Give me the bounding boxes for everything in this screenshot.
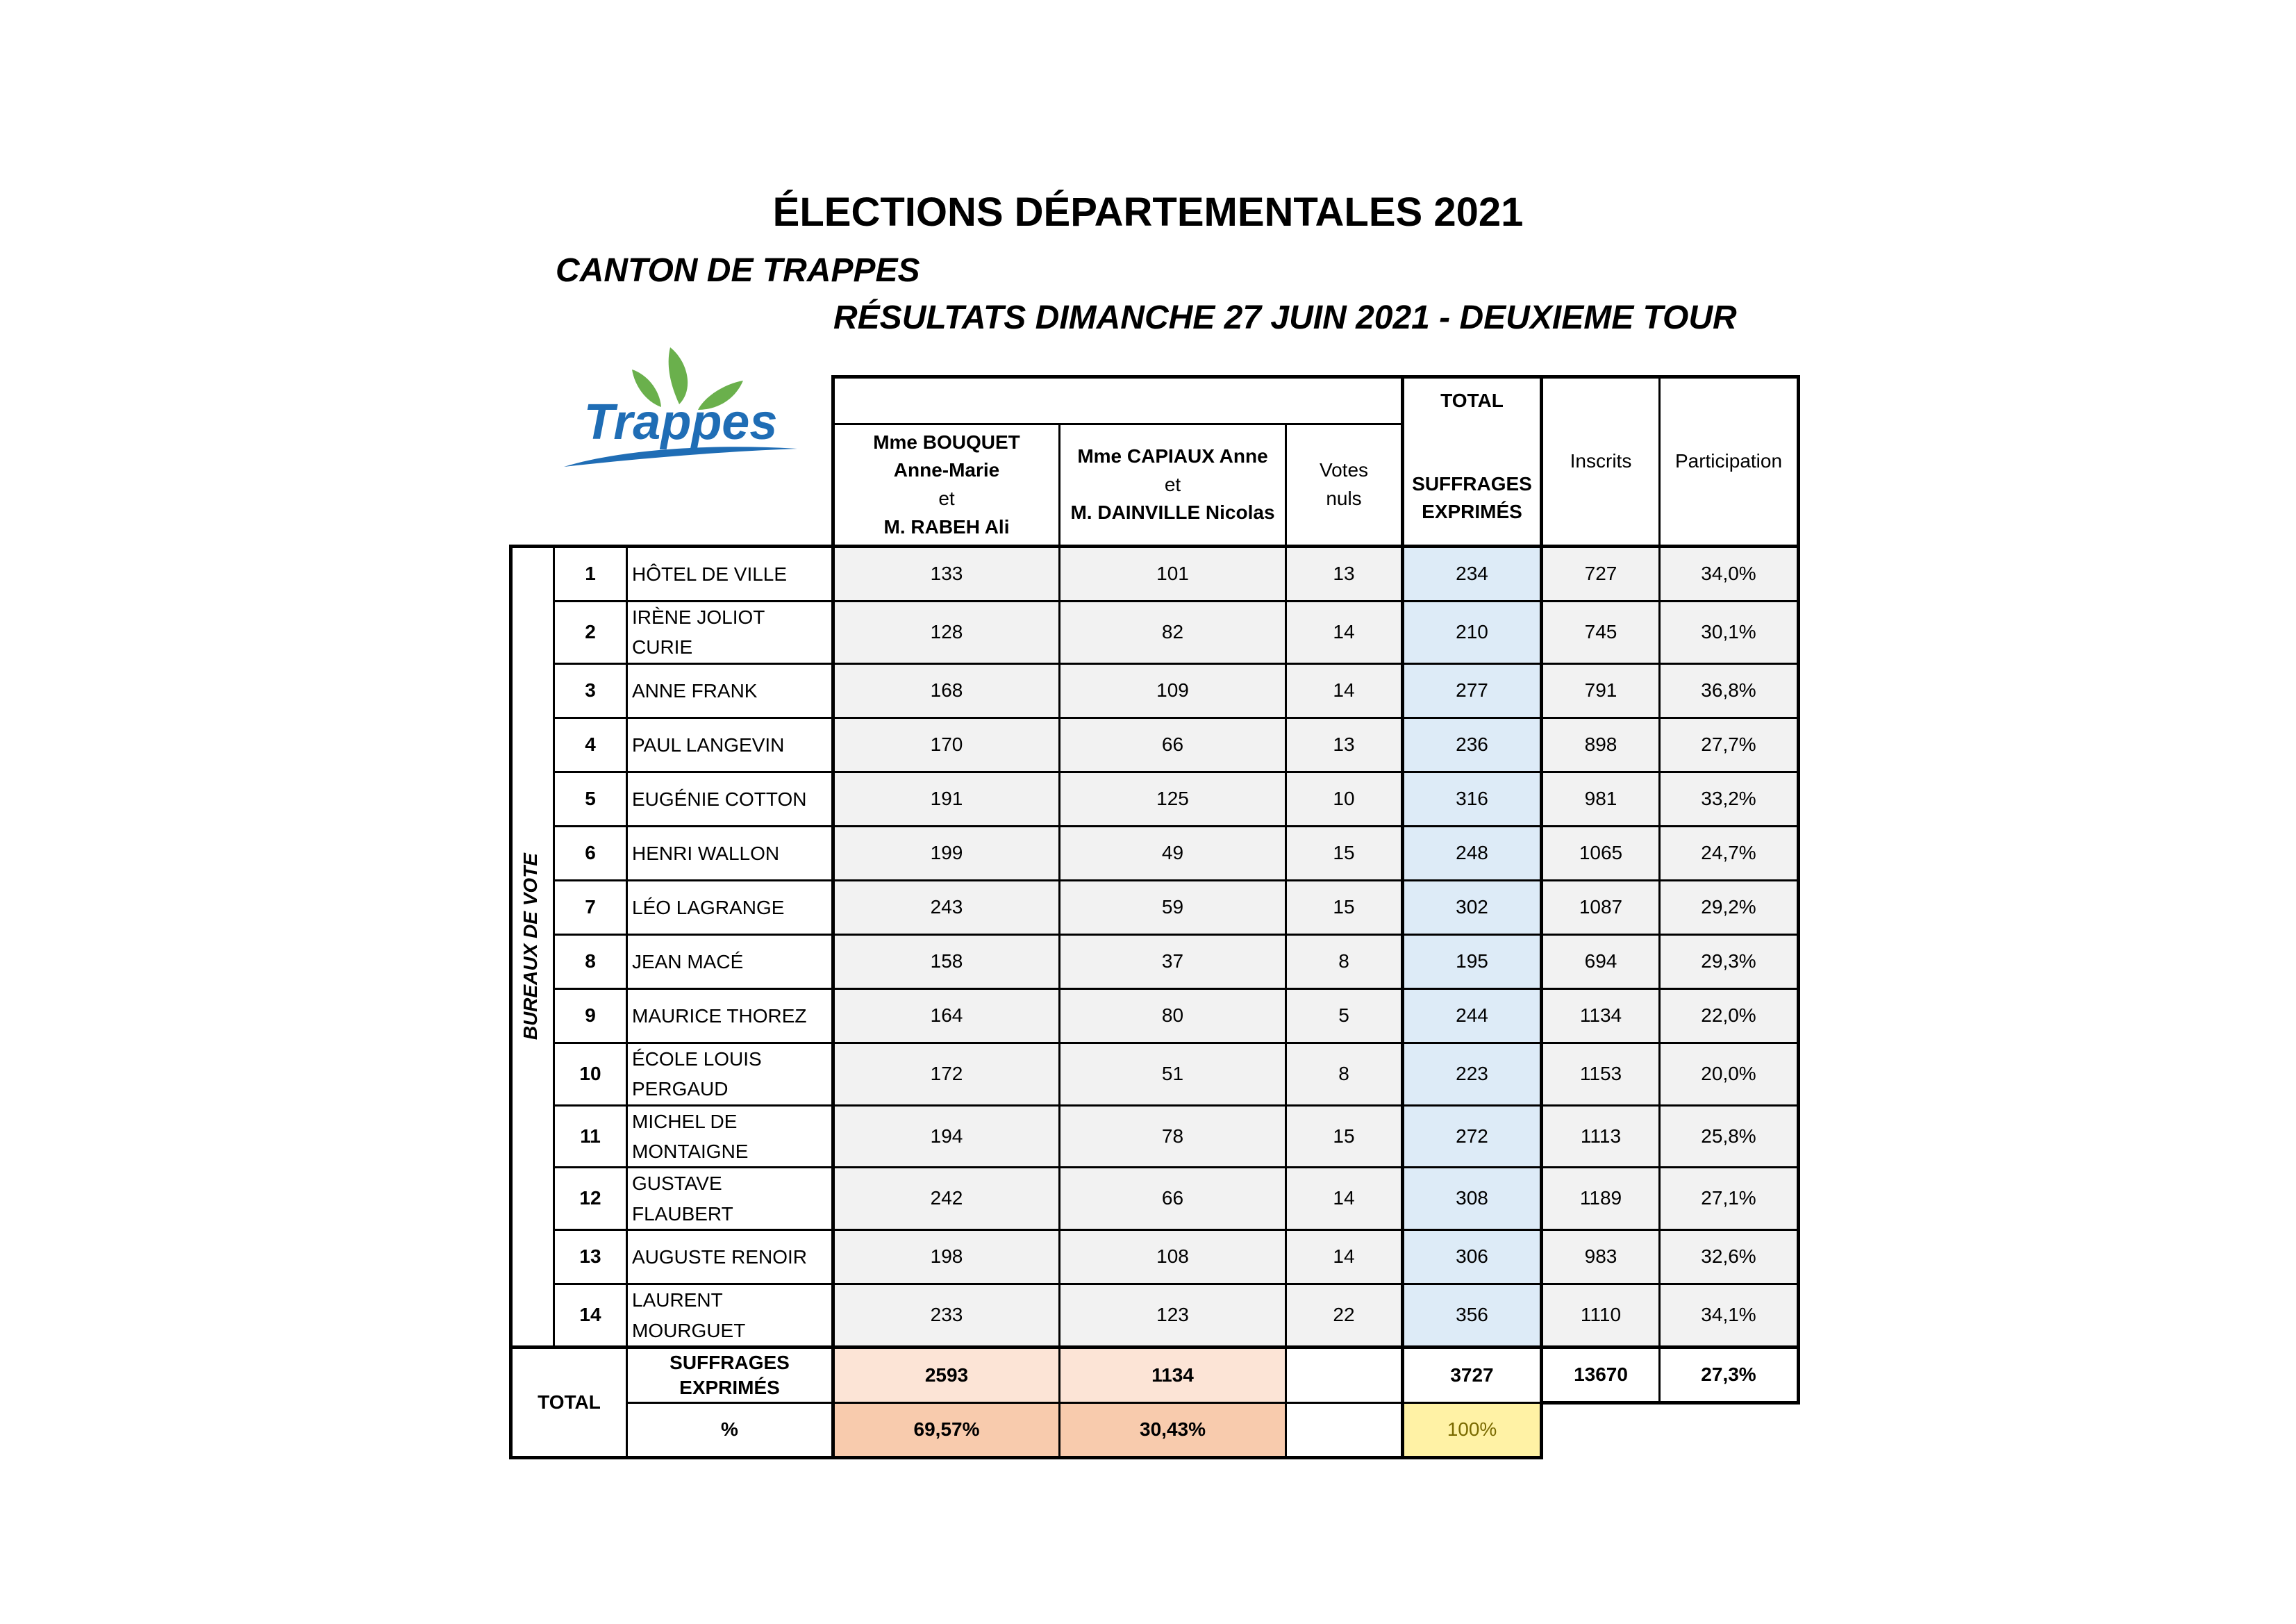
votes-nuls: 14 [1286,1230,1403,1284]
table-row [511,1105,1799,1168]
participation: 24,7% [1660,826,1799,880]
candidate1-votes: 243 [833,880,1060,934]
suffrages-exprimes: 210 [1403,602,1542,664]
canton-subtitle: CANTON DE TRAPPES [556,252,920,289]
page-title: ÉLECTIONS DÉPARTEMENTALES 2021 [772,190,1524,235]
bureau-number: 9 [554,988,627,1043]
table-row [511,772,1799,826]
participation: 32,6% [1660,1230,1799,1284]
candidate2-votes: 59 [1060,880,1286,934]
bureau-number: 13 [554,1230,627,1284]
candidate1-votes: 233 [833,1284,1060,1348]
candidate2-votes: 49 [1060,826,1286,880]
participation: 27,1% [1660,1168,1799,1230]
total-candidate1: 2593 [833,1347,1060,1402]
candidate1-votes: 128 [833,602,1060,664]
candidate2-votes: 125 [1060,772,1286,826]
candidate2-votes: 108 [1060,1230,1286,1284]
total-label: TOTAL [511,1347,627,1457]
total-nuls [1286,1347,1403,1402]
bureau-number: 6 [554,826,627,880]
participation: 27,7% [1660,718,1799,772]
nuls-percent [1286,1402,1403,1457]
participation: 20,0% [1660,1043,1799,1105]
candidate2-header: Mme CAPIAUX Anne et M. DAINVILLE Nicolas [1060,424,1286,547]
inscrits: 1087 [1542,880,1660,934]
candidate2-votes: 109 [1060,663,1286,718]
candidate1-votes: 242 [833,1168,1060,1230]
table-row [511,1043,1799,1105]
bureau-name: MICHEL DE MONTAIGNE [627,1105,833,1168]
total-header: TOTAL [1403,377,1542,424]
bureaux-side-label: BUREAUX DE VOTE [511,547,554,1348]
candidate2-votes: 80 [1060,988,1286,1043]
table-row [511,934,1799,988]
inscrits: 791 [1542,663,1660,718]
inscrits: 981 [1542,772,1660,826]
total-inscrits: 13670 [1542,1347,1660,1402]
suffrages-header: SUFFRAGES EXPRIMÉS [1403,424,1542,547]
bureau-name: LAURENT MOURGUET [627,1284,833,1348]
suffrages-exprimes: 272 [1403,1105,1542,1168]
bureau-number: 11 [554,1105,627,1168]
suffrages-exprimes: 308 [1403,1168,1542,1230]
bureau-number: 12 [554,1168,627,1230]
bureau-name: MAURICE THOREZ [627,988,833,1043]
table-row [511,1168,1799,1230]
participation: 34,0% [1660,547,1799,602]
candidate2-votes: 51 [1060,1043,1286,1105]
candidate1-votes: 168 [833,663,1060,718]
candidate2-percent: 30,43% [1060,1402,1286,1457]
bureau-name: ÉCOLE LOUIS PERGAUD [627,1043,833,1105]
inscrits: 898 [1542,718,1660,772]
inscrits: 727 [1542,547,1660,602]
bureau-number: 4 [554,718,627,772]
table-row [511,547,1799,602]
total-participation: 27,3% [1660,1347,1799,1402]
inscrits-header: Inscrits [1542,377,1660,547]
votes-nuls: 8 [1286,934,1403,988]
bureau-name: PAUL LANGEVIN [627,718,833,772]
logo-text: Trappes [583,395,778,450]
candidate1-votes: 194 [833,1105,1060,1168]
inscrits: 1134 [1542,988,1660,1043]
candidate1-votes: 198 [833,1230,1060,1284]
inscrits: 1189 [1542,1168,1660,1230]
bureau-number: 1 [554,547,627,602]
inscrits: 1065 [1542,826,1660,880]
bureau-name: LÉO LAGRANGE [627,880,833,934]
inscrits: 1113 [1542,1105,1660,1168]
table-row [511,1284,1799,1348]
inscrits: 1110 [1542,1284,1660,1348]
total-candidate2: 1134 [1060,1347,1286,1402]
inscrits: 745 [1542,602,1660,664]
bureau-name: HENRI WALLON [627,826,833,880]
votes-nuls: 8 [1286,1043,1403,1105]
candidate1-votes: 199 [833,826,1060,880]
total-exprimes: 3727 [1403,1347,1542,1402]
candidate2-votes: 66 [1060,718,1286,772]
results-table [509,375,1800,1459]
inscrits: 1153 [1542,1043,1660,1105]
votes-nuls: 14 [1286,663,1403,718]
bureau-number: 8 [554,934,627,988]
votes-nuls: 5 [1286,988,1403,1043]
votes-nuls-header: Votes nuls [1286,424,1403,547]
suffrages-exprimes: 244 [1403,988,1542,1043]
inscrits: 694 [1542,934,1660,988]
bureau-number: 2 [554,602,627,664]
bureau-number: 7 [554,880,627,934]
bureau-number: 14 [554,1284,627,1348]
votes-nuls: 14 [1286,602,1403,664]
votes-nuls: 14 [1286,1168,1403,1230]
suffrages-exprimes: 248 [1403,826,1542,880]
participation-header: Participation [1660,377,1799,547]
candidate1-votes: 158 [833,934,1060,988]
bureau-number: 10 [554,1043,627,1105]
suffrages-exprimes: 356 [1403,1284,1542,1348]
bureau-name: HÔTEL DE VILLE [627,547,833,602]
table-row [511,826,1799,880]
participation: 34,1% [1660,1284,1799,1348]
percent-row [511,1402,1799,1457]
suffrages-exprimes: 236 [1403,718,1542,772]
candidate1-percent: 69,57% [833,1402,1060,1457]
votes-nuls: 10 [1286,772,1403,826]
suffrages-exprimes: 277 [1403,663,1542,718]
percent-label: % [627,1402,833,1457]
suffrages-exprimes: 316 [1403,772,1542,826]
bureau-name: IRÈNE JOLIOT CURIE [627,602,833,664]
candidate2-votes: 101 [1060,547,1286,602]
votes-nuls: 15 [1286,880,1403,934]
suffrages-exprimes: 223 [1403,1043,1542,1105]
suffrages-exprimes: 306 [1403,1230,1542,1284]
candidate1-votes: 170 [833,718,1060,772]
suffrages-exprimes: 234 [1403,547,1542,602]
participation: 33,2% [1660,772,1799,826]
votes-nuls: 13 [1286,547,1403,602]
suffrages-exprimes: 302 [1403,880,1542,934]
table-row [511,718,1799,772]
participation: 30,1% [1660,602,1799,664]
votes-nuls: 22 [1286,1284,1403,1348]
totals-row [511,1347,1799,1402]
candidate2-votes: 37 [1060,934,1286,988]
total-suffrages-label: SUFFRAGES EXPRIMÉS [627,1347,833,1402]
suffrages-exprimes: 195 [1403,934,1542,988]
bureau-name: GUSTAVE FLAUBERT [627,1168,833,1230]
participation: 36,8% [1660,663,1799,718]
bureau-name: EUGÉNIE COTTON [627,772,833,826]
table-row [511,663,1799,718]
exprimes-percent: 100% [1403,1402,1542,1457]
table-row [511,880,1799,934]
bureau-name: ANNE FRANK [627,663,833,718]
votes-nuls: 15 [1286,826,1403,880]
participation: 29,3% [1660,934,1799,988]
votes-nuls: 13 [1286,718,1403,772]
table-row [511,1230,1799,1284]
votes-nuls: 15 [1286,1105,1403,1168]
bureau-name: JEAN MACÉ [627,934,833,988]
bureau-number: 3 [554,663,627,718]
participation: 22,0% [1660,988,1799,1043]
bureau-name: AUGUSTE RENOIR [627,1230,833,1284]
candidate2-votes: 82 [1060,602,1286,664]
candidate1-header: Mme BOUQUET Anne-Marie et M. RABEH Ali [833,424,1060,547]
candidate1-votes: 191 [833,772,1060,826]
results-subtitle: RÉSULTATS DIMANCHE 27 JUIN 2021 - DEUXIEME TOUR [833,299,1737,336]
candidate1-votes: 172 [833,1043,1060,1105]
candidate1-votes: 164 [833,988,1060,1043]
candidates-header-band [833,377,1403,424]
table-row [511,602,1799,664]
candidate2-votes: 66 [1060,1168,1286,1230]
candidate2-votes: 123 [1060,1284,1286,1348]
bureau-number: 5 [554,772,627,826]
candidate1-votes: 133 [833,547,1060,602]
participation: 29,2% [1660,880,1799,934]
table-row [511,988,1799,1043]
candidate2-votes: 78 [1060,1105,1286,1168]
inscrits: 983 [1542,1230,1660,1284]
participation: 25,8% [1660,1105,1799,1168]
